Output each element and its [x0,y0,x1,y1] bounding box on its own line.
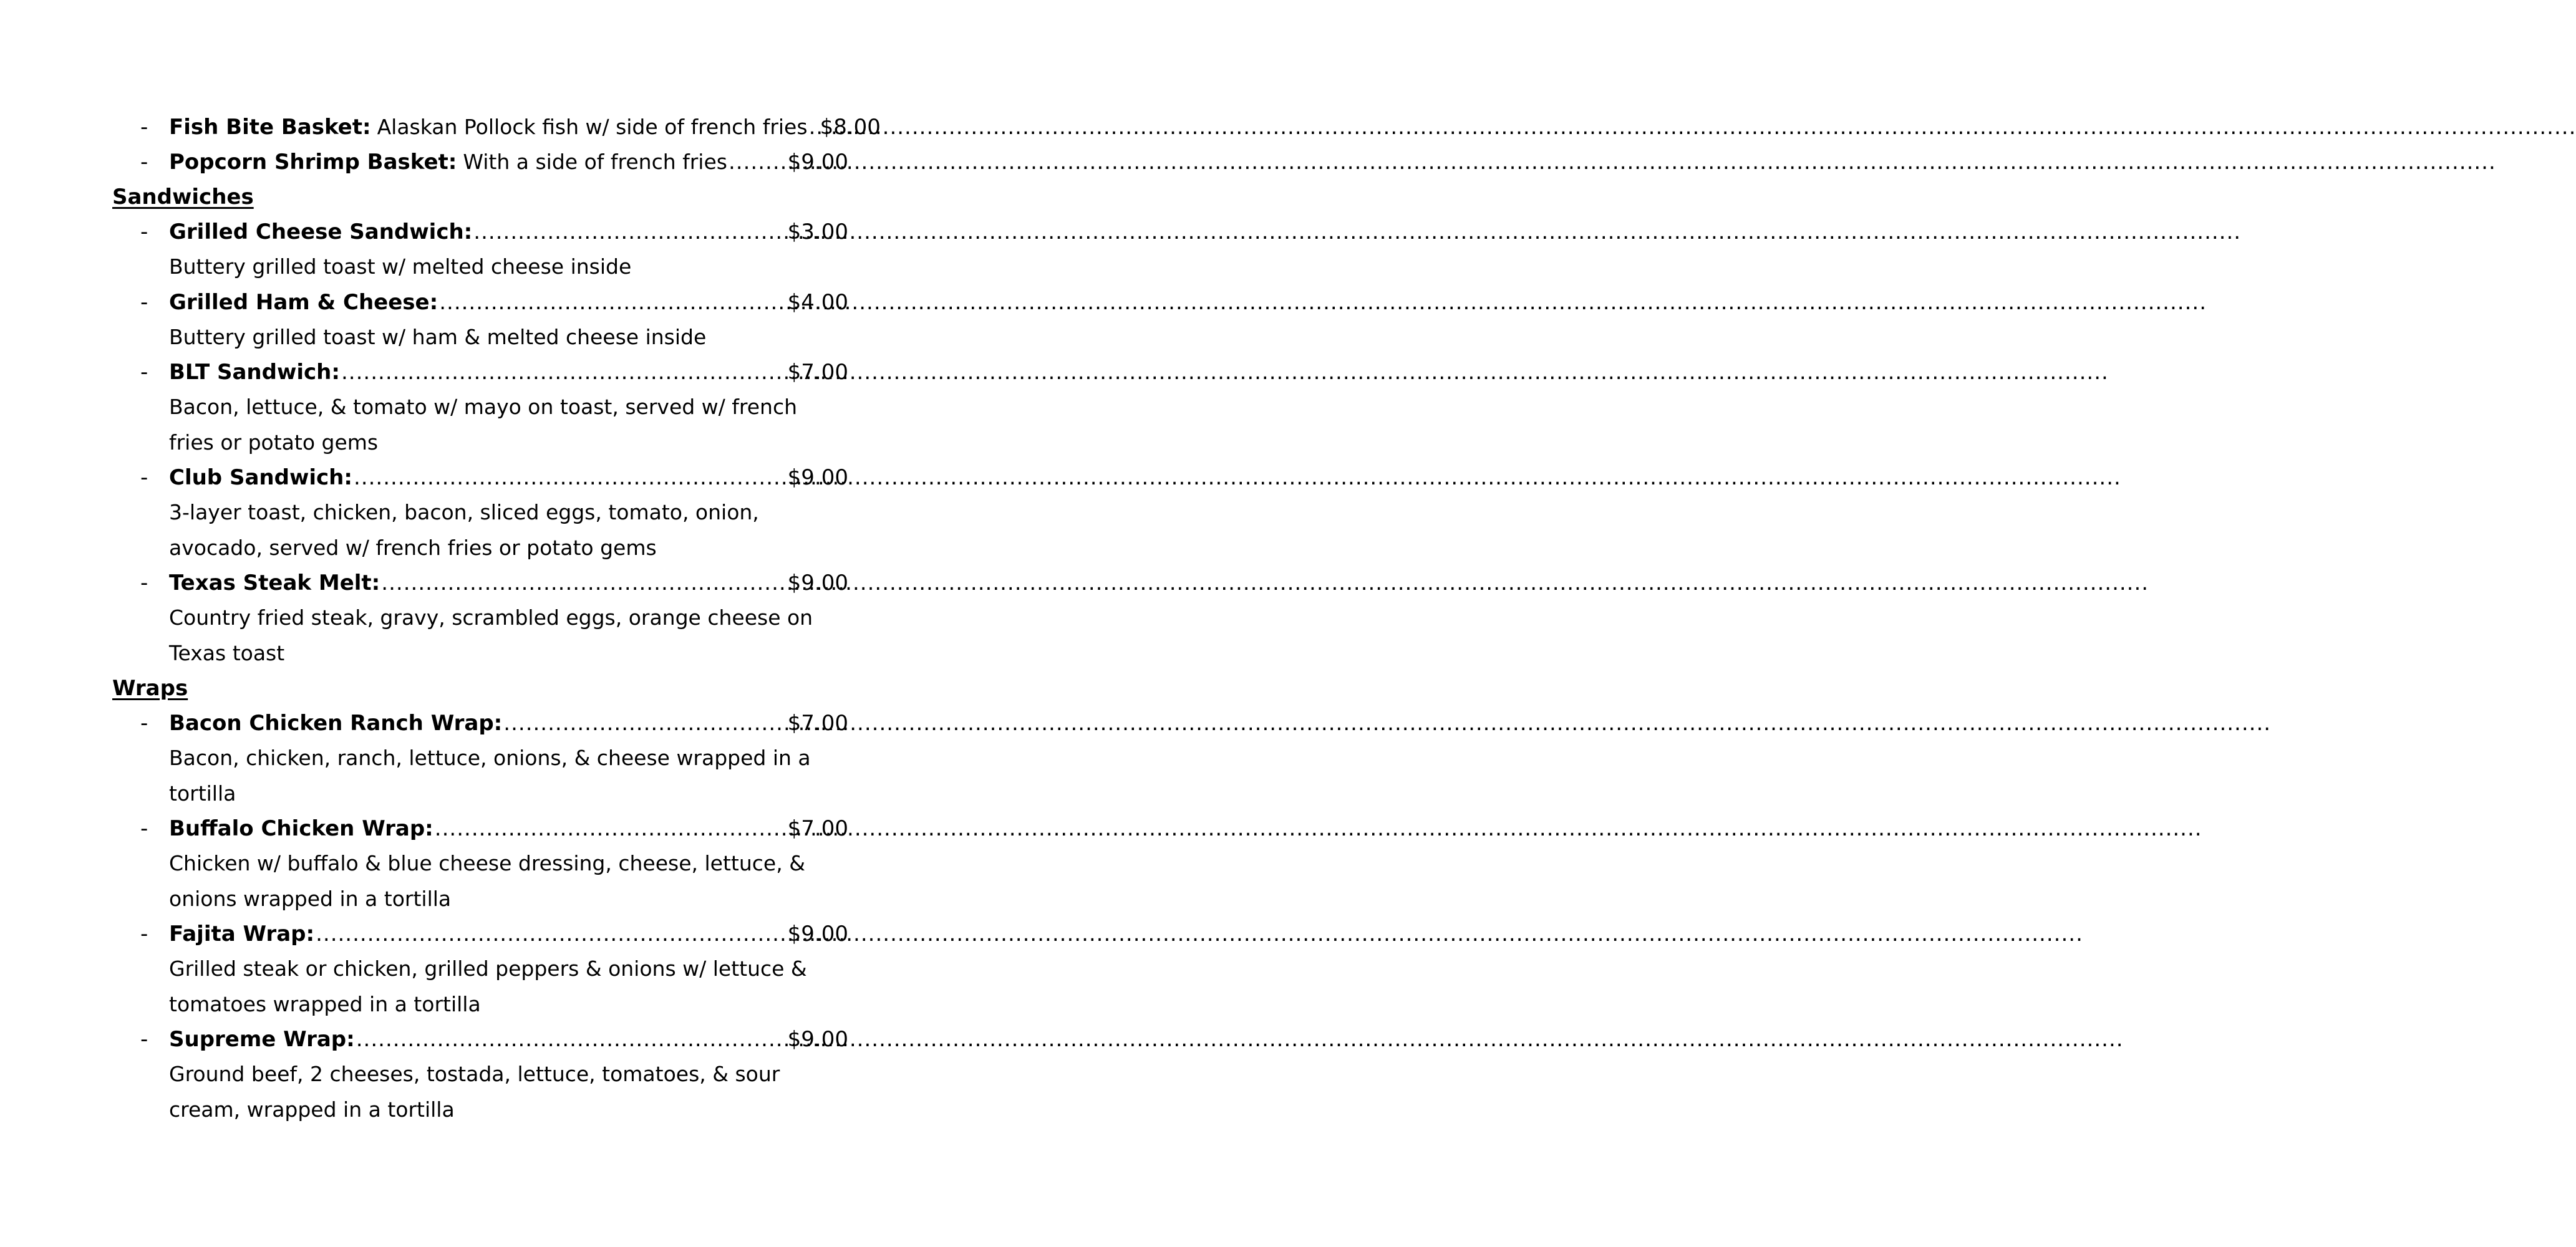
item-name: Grilled Ham & Cheese: [169,289,438,315]
dot-leader [356,1022,787,1057]
item-description: Ground beef, 2 cheeses, tostada, lettuce, tomatoes, & sour cream, wrapped in a tortilla [169,1062,780,1122]
list-dash: - [140,711,148,736]
item-line [169,811,848,846]
item-price: $4.00 [787,289,848,315]
list-dash: - [140,1027,148,1052]
item-price: $9.00 [787,150,848,175]
item-name: Popcorn Shrimp Basket: [169,150,457,175]
list-dash: - [140,922,148,946]
list-dash: - [140,571,148,595]
item-line [169,1022,848,1057]
item-description: Buttery grilled toast w/ melted cheese inside [169,254,632,279]
wrap-items [112,706,848,1127]
item-line [169,460,848,495]
dot-leader [809,110,819,145]
list-dash: - [140,465,148,490]
dot-leader [729,145,787,180]
item-description: Bacon, lettuce, & tomato w/ mayo on toast, served w/ french fries or potato gems [169,395,798,455]
dot-leader [439,285,786,320]
dot-leader [316,917,787,951]
intro-items [112,110,881,180]
menu-content [112,110,881,1127]
item-name: Texas Steak Melt: [169,571,380,595]
menu-page [0,0,964,1247]
item-line [169,566,848,600]
menu-item-popcorn-shrimp-basket [112,145,848,180]
item-line [169,285,848,320]
section-heading-wraps: Wraps [112,676,188,701]
menu-item-fajita-wrap [112,917,848,1022]
item-price: $7.00 [787,360,848,385]
item-description: Grilled steak or chicken, grilled peppers & onions w/ lettuce & tomatoes wrapped in a tortilla [169,956,807,1016]
item-description: 3-layer toast, chicken, bacon, sliced eggs, tomato, onion, avocado, served w/ french fries or potato gems [169,500,759,560]
menu-item-grilled-cheese [112,214,848,285]
menu-item-supreme-wrap [112,1022,848,1127]
item-price: $9.00 [787,922,848,946]
item-line [169,355,848,390]
sandwich-items [112,214,848,671]
item-description: Bacon, chicken, ranch, lettuce, onions, & cheese wrapped in a tortilla [169,746,811,806]
item-line [169,706,848,741]
item-description: Alaskan Pollock fish w/ side of french fries [377,115,808,139]
dot-leader [503,706,786,741]
item-price: $9.00 [787,465,848,490]
item-price: $9.00 [787,571,848,595]
item-name: Fajita Wrap: [169,922,315,946]
item-name: Bacon Chicken Ranch Wrap: [169,711,503,736]
menu-item-club-sandwich [112,460,848,566]
item-line [169,110,881,145]
item-description: Buttery grilled toast w/ ham & melted cheese inside [169,324,707,349]
list-dash: - [140,219,148,244]
item-description: With a side of french fries [463,150,727,174]
menu-item-bacon-chicken-ranch-wrap [112,706,848,811]
menu-item-grilled-ham-cheese [112,285,848,355]
item-name: Supreme Wrap: [169,1027,355,1052]
menu-item-blt-sandwich [112,355,848,460]
list-dash: - [140,150,148,175]
item-price: $7.00 [787,711,848,736]
item-name: BLT Sandwich: [169,360,340,385]
item-name: Grilled Cheese Sandwich: [169,219,473,244]
item-price: $9.00 [787,1027,848,1052]
dot-leader [473,214,786,249]
menu-item-buffalo-chicken-wrap [112,811,848,917]
item-line [169,214,848,249]
item-price: $3.00 [787,219,848,244]
dot-leader [435,811,787,846]
item-price: $8.00 [820,115,881,140]
item-price: $7.00 [787,816,848,841]
item-name: Buffalo Chicken Wrap: [169,816,433,841]
section-heading-sandwiches: Sandwiches [112,185,254,209]
menu-item-fish-bite-basket [112,110,881,145]
dot-leader [381,566,786,600]
list-dash: - [140,115,148,140]
dot-leader [354,460,787,495]
dot-leader [341,355,787,390]
item-name: Fish Bite Basket: [169,115,371,140]
menu-item-texas-steak-melt [112,566,848,671]
item-description: Country fried steak, gravy, scrambled eggs, orange cheese on Texas toast [169,605,813,665]
item-name: Club Sandwich: [169,465,352,490]
item-description: Chicken w/ buffalo & blue cheese dressing, cheese, lettuce, & onions wrapped in a tortilla [169,851,805,911]
list-dash: - [140,289,148,315]
item-line [169,917,848,951]
item-line [169,145,848,180]
list-dash: - [140,816,148,841]
list-dash: - [140,360,148,385]
